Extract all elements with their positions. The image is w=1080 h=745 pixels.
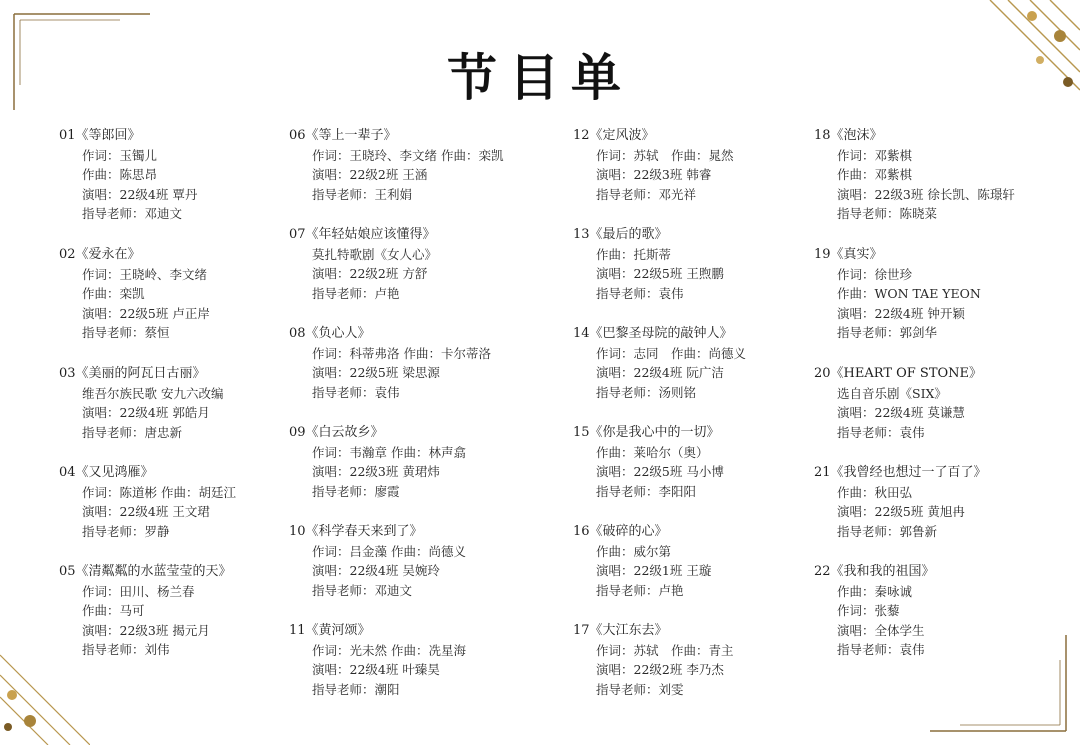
program-item	[289, 621, 466, 699]
program-item-line: 演唱：22级3班 徐长凯、陈璟轩	[837, 186, 1015, 202]
program-item-title: 01《等郎回》	[59, 128, 141, 143]
program-item-title: 19《真实》	[814, 247, 883, 262]
program-item-line: 维吾尔族民歌 安九六改编	[82, 385, 224, 401]
program-item	[573, 324, 746, 402]
program-item-title: 06《等上一辈子》	[289, 128, 397, 143]
page-title: 节目单	[447, 49, 633, 107]
program-item-title: 20《HEART OF STONE》	[814, 366, 983, 381]
program-item	[289, 522, 466, 600]
program-item-line: 指导老师：刘雯	[596, 681, 684, 697]
program-item-title: 22《我和我的祖国》	[814, 564, 935, 579]
program-item-line: 选自音乐剧《SIX》	[837, 385, 947, 401]
program-item-title: 08《负心人》	[289, 326, 371, 341]
program-item	[573, 225, 724, 303]
program-item	[573, 621, 734, 699]
program-item-line: 指导老师：袁伟	[837, 642, 925, 658]
program-item-line: 作词：玉镯儿	[82, 147, 158, 163]
program-item-title: 12《定风波》	[573, 128, 655, 143]
program-item-line: 作曲：邓紫棋	[837, 167, 913, 183]
program-item-line: 作词：吕金藻 作曲：尚德义	[312, 543, 466, 559]
program-item	[289, 423, 466, 501]
program-item-line: 指导老师：郭鲁新	[837, 523, 938, 539]
program-item-title: 10《科学春天来到了》	[289, 524, 423, 539]
program-item-title: 13《最后的歌》	[573, 227, 668, 242]
program-item-line: 作词：王晓岭、李文绪	[82, 266, 208, 282]
program-item-line: 作词：陈道彬 作曲：胡廷江	[82, 484, 236, 500]
program-item-line: 作曲：莱哈尔（奥）	[596, 444, 709, 460]
program-item-line: 演唱：22级5班 梁思源	[312, 365, 440, 381]
program-item-line: 作词：韦瀚章 作曲：林声翕	[312, 444, 466, 460]
program-item-line: 作曲：栾凯	[82, 286, 145, 302]
program-item-line: 演唱：22级4班 吴婉玲	[312, 563, 440, 579]
program-item-line: 指导老师：邓光祥	[596, 186, 697, 202]
program-item-line: 作词：苏轼 作曲：晁然	[596, 147, 734, 163]
program-item-line: 作曲：秦咏诚	[837, 583, 913, 599]
program-item-line: 作词：邓紫棋	[837, 147, 913, 163]
program-item-title: 03《美丽的阿瓦日古丽》	[59, 366, 206, 381]
program-item	[573, 423, 724, 501]
program-item-line: 指导老师：刘伟	[82, 642, 170, 658]
program-item-line: 作曲：马可	[82, 603, 145, 619]
program-item-line: 作词：田川、杨兰春	[82, 583, 195, 599]
program-item-line: 演唱：22级4班 覃丹	[82, 186, 198, 202]
program-item-line: 演唱：22级2班 方舒	[312, 266, 428, 282]
program-item-line: 指导老师：廖霞	[312, 483, 400, 499]
program-item	[573, 522, 711, 600]
program-item-line: 演唱：22级2班 李乃杰	[596, 662, 724, 678]
program-item-line: 作曲：WON TAE YEON	[837, 286, 981, 302]
program-item-line: 演唱：22级3班 揭元月	[82, 622, 210, 638]
program-item-title: 02《爱永在》	[59, 247, 141, 262]
program-item-line: 作曲：威尔第	[596, 543, 672, 559]
program-item	[59, 562, 232, 660]
program-item-line: 莫扎特歌剧《女人心》	[312, 246, 438, 262]
program-item-line: 演唱：22级2班 王涵	[312, 167, 428, 183]
program-item-line: 演唱：22级4班 莫谦慧	[837, 405, 965, 421]
program-item-line: 演唱：22级1班 王璇	[596, 563, 712, 579]
program-item-line: 作词：徐世珍	[837, 266, 913, 282]
program-item-line: 演唱：22级4班 王文珺	[82, 504, 210, 520]
program-item-title: 07《年轻姑娘应该懂得》	[289, 227, 436, 242]
program-item-line: 指导老师：罗静	[82, 523, 170, 539]
program-item-line: 作曲：托斯蒂	[596, 246, 672, 262]
program-item	[289, 126, 503, 204]
program-item-line: 作曲：陈思昂	[82, 167, 158, 183]
program-item	[814, 562, 935, 660]
program-item-title: 09《白云故乡》	[289, 425, 384, 440]
program-item-line: 指导老师：唐忠新	[82, 424, 183, 440]
program-item-line: 指导老师：卢艳	[312, 285, 400, 301]
program-item-line: 演唱：22级5班 黄旭冉	[837, 504, 965, 520]
program-item-title: 15《你是我心中的一切》	[573, 425, 720, 440]
program-item-line: 作词：志同 作曲：尚德义	[596, 345, 747, 361]
program-item-line: 指导老师：袁伟	[837, 424, 925, 440]
program-item-line: 演唱：22级3班 黄珺炜	[312, 464, 440, 480]
program-item-line: 作词：张藜	[837, 603, 900, 619]
program-item	[59, 364, 223, 442]
program-item	[814, 245, 981, 343]
program-item-line: 指导老师：蔡恒	[82, 325, 170, 341]
program-item	[289, 225, 437, 303]
program-item-title: 05《清粼粼的水蓝莹莹的天》	[59, 564, 232, 579]
program-item	[59, 126, 197, 224]
program-item-line: 指导老师：王利娟	[312, 186, 413, 202]
program-item	[814, 463, 987, 541]
program-item-line: 指导老师：袁伟	[312, 384, 400, 400]
program-item-line: 指导老师：李阳阳	[596, 483, 697, 499]
program-item	[573, 126, 734, 204]
program-item-line: 指导老师：卢艳	[596, 582, 684, 598]
program-item-title: 17《大江东去》	[573, 623, 668, 638]
program-item	[814, 126, 1015, 224]
program-item-line: 指导老师：潮阳	[312, 681, 400, 697]
program-item	[289, 324, 491, 402]
program-item-title: 18《泡沫》	[814, 128, 883, 143]
program-item-line: 作词：苏轼 作曲：青主	[596, 642, 734, 658]
program-item-title: 04《又见鸿雁》	[59, 465, 154, 480]
program-item-line: 演唱：22级3班 韩睿	[596, 167, 712, 183]
program-item-line: 指导老师：邓迪文	[312, 582, 413, 598]
program-item-title: 14《巴黎圣母院的敲钟人》	[573, 326, 733, 341]
program-item-line: 演唱：22级5班 马小博	[596, 464, 724, 480]
program-item-line: 作词：光未然 作曲：冼星海	[312, 642, 466, 658]
program-item-line: 指导老师：郭剑华	[837, 325, 938, 341]
program-item-title: 16《破碎的心》	[573, 524, 668, 539]
program-item-line: 演唱：22级4班 钟开颖	[837, 305, 965, 321]
program-item-line: 演唱：全体学生	[837, 622, 925, 638]
program-item-line: 作曲：秋田弘	[837, 484, 913, 500]
program-item-line: 作词：科蒂弗洛 作曲：卡尔蒂洛	[312, 345, 491, 361]
program-item-title: 21《我曾经也想过一了百了》	[814, 465, 987, 480]
program-item-line: 指导老师：汤则铭	[596, 384, 697, 400]
program-item	[59, 463, 236, 541]
program-item-line: 指导老师：袁伟	[596, 285, 684, 301]
program-item-line: 指导老师：邓迪文	[82, 206, 183, 222]
program-item-line: 演唱：22级4班 阮广洁	[596, 365, 724, 381]
program-item	[59, 245, 210, 343]
program-item-line: 演唱：22级4班 郭皓月	[82, 405, 210, 421]
program-item-line: 指导老师：陈晓菜	[837, 206, 938, 222]
program-item-title: 11《黄河颂》	[289, 623, 371, 638]
program-item-line: 演唱：22级5班 王煦鹏	[596, 266, 724, 282]
program-item	[814, 364, 982, 442]
program-item-line: 演唱：22级4班 叶臻昊	[312, 662, 440, 678]
program-item-line: 演唱：22级5班 卢正岸	[82, 305, 210, 321]
program-item-line: 作词：王晓玲、李文绪 作曲：栾凯	[312, 147, 504, 163]
bottom-right-corner-ornament	[920, 625, 1080, 745]
